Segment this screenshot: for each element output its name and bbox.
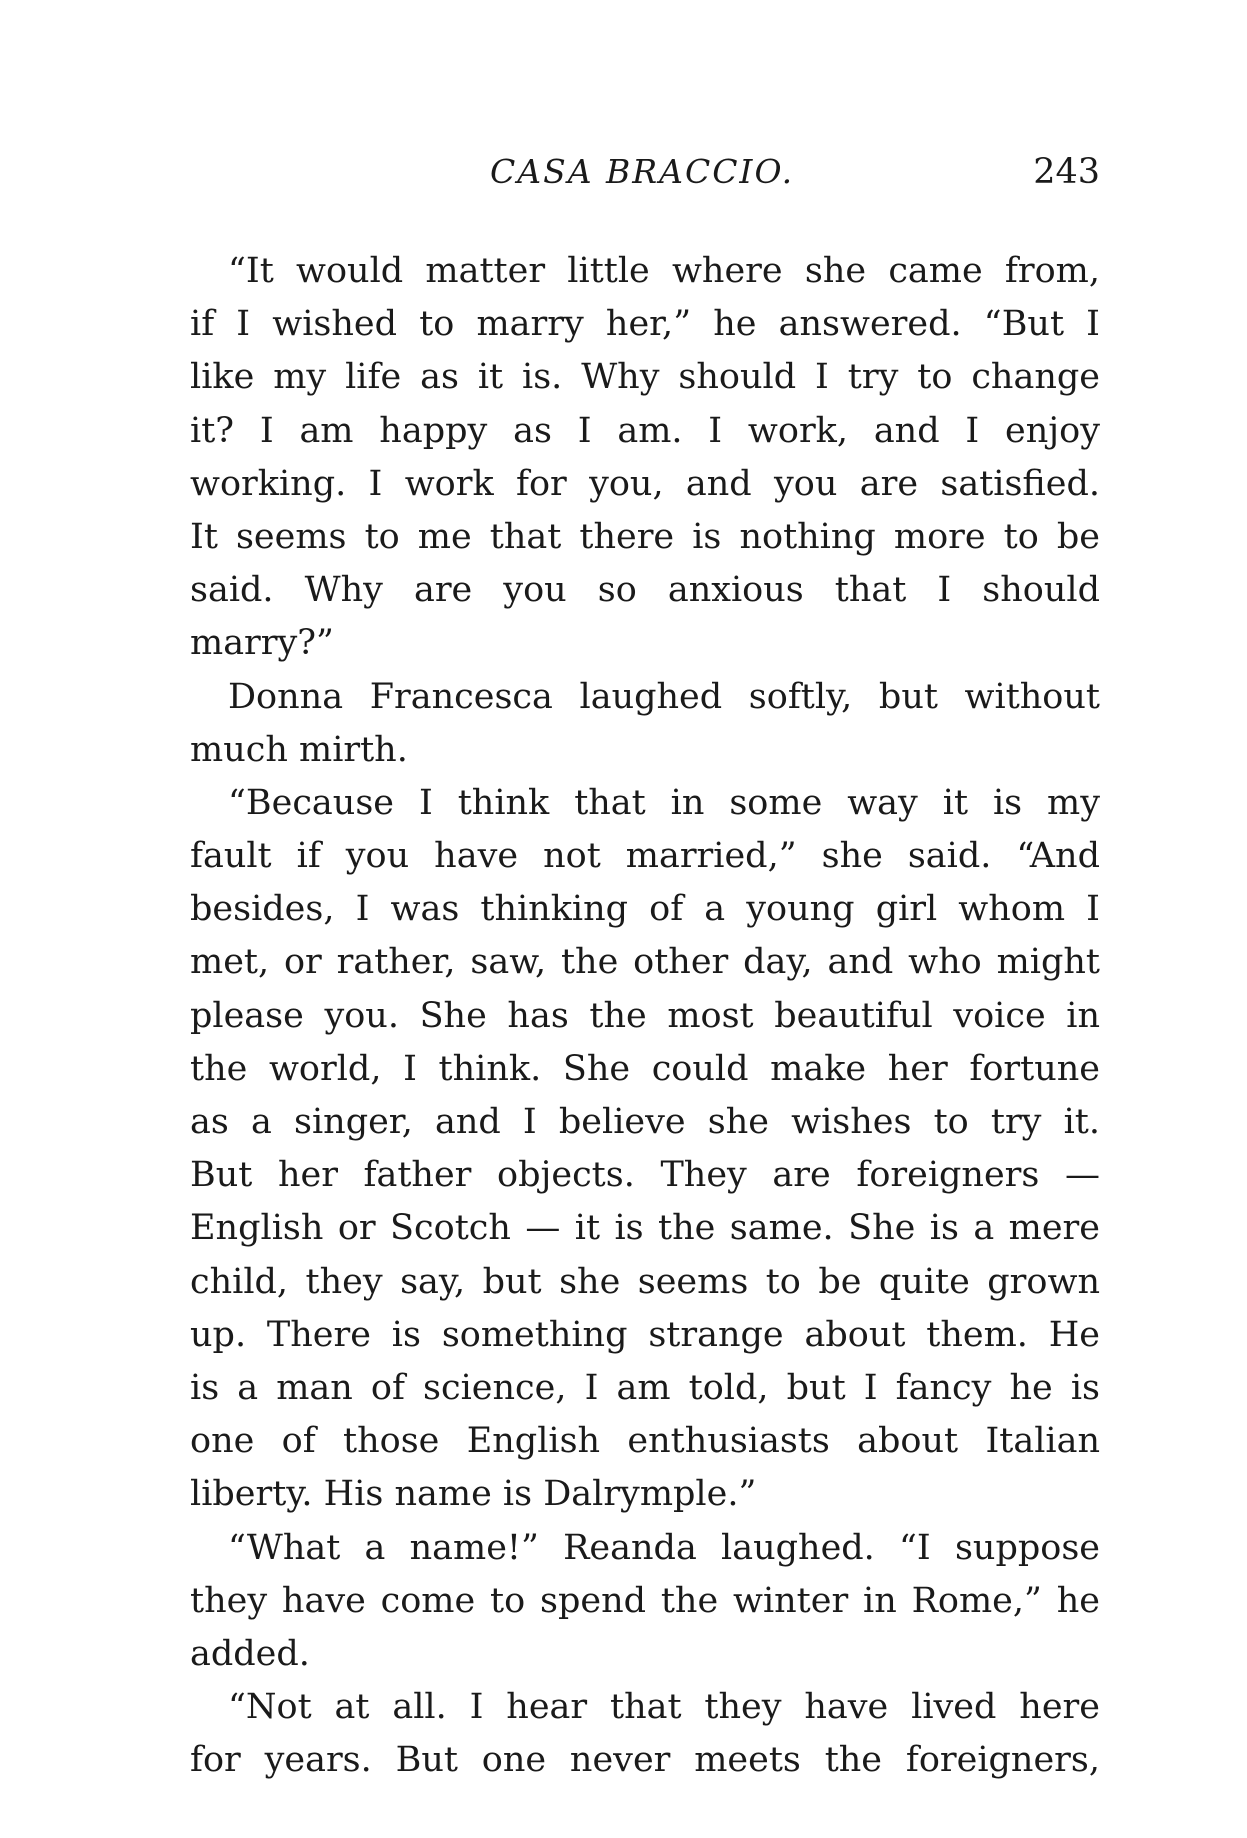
text-line: fault if you have not married,” she said. “And: [190, 836, 1100, 877]
text-line: much mirth.: [190, 729, 408, 770]
text-line: added.: [190, 1633, 310, 1674]
text-line: it? I am happy as I am. I work, and I enjoy: [190, 410, 1100, 451]
text-line: for years. But one never meets the foreigners,: [190, 1740, 1100, 1781]
text-line: they have come to spend the winter in Rome,” he: [190, 1580, 1100, 1621]
text-line: English or Scotch — it is the same. She is a mere: [190, 1208, 1100, 1249]
text-line: marry?”: [190, 623, 334, 664]
text-line: if I wished to marry her,” he answered. “But I: [190, 304, 1100, 345]
text-line: like my life as it is. Why should I try to change: [190, 357, 1100, 398]
page-header: [190, 152, 1100, 202]
text-line: “Because I think that in some way it is my: [228, 782, 1100, 823]
text-line: “Not at all. I hear that they have lived here: [228, 1687, 1100, 1728]
text-line: met, or rather, saw, the other day, and who might: [190, 942, 1100, 983]
text-line: working. I work for you, and you are satisfied.: [190, 463, 1100, 504]
text-line: Donna Francesca laughed softly, but without: [228, 676, 1100, 717]
page-number: 243: [1033, 152, 1100, 192]
text-line: said. Why are you so anxious that I should: [190, 570, 1100, 611]
text-line: liberty. His name is Dalrymple.”: [190, 1474, 757, 1515]
body-text: [190, 245, 1100, 1787]
text-line: child, they say, but she seems to be quite grown: [190, 1261, 1100, 1302]
text-line: besides, I was thinking of a young girl whom I: [190, 889, 1100, 930]
text-line: It seems to me that there is nothing more to be: [190, 516, 1100, 557]
text-line: please you. She has the most beautiful voice in: [190, 995, 1100, 1036]
text-line: is a man of science, I am told, but I fancy he is: [190, 1367, 1100, 1408]
text-line: one of those English enthusiasts about Italian: [190, 1421, 1100, 1462]
text-line: “It would matter little where she came from,: [228, 251, 1100, 291]
running-title: CASA BRACCIO.: [490, 152, 795, 191]
text-line: as a singer, and I believe she wishes to try it.: [190, 1102, 1100, 1142]
text-line: the world, I think. She could make her fortune: [190, 1048, 1100, 1089]
text-line: “What a name!” Reanda laughed. “I suppose: [228, 1527, 1100, 1568]
text-line: But her father objects. They are foreigners —: [190, 1155, 1100, 1196]
text-line: up. There is something strange about them. He: [190, 1314, 1100, 1355]
